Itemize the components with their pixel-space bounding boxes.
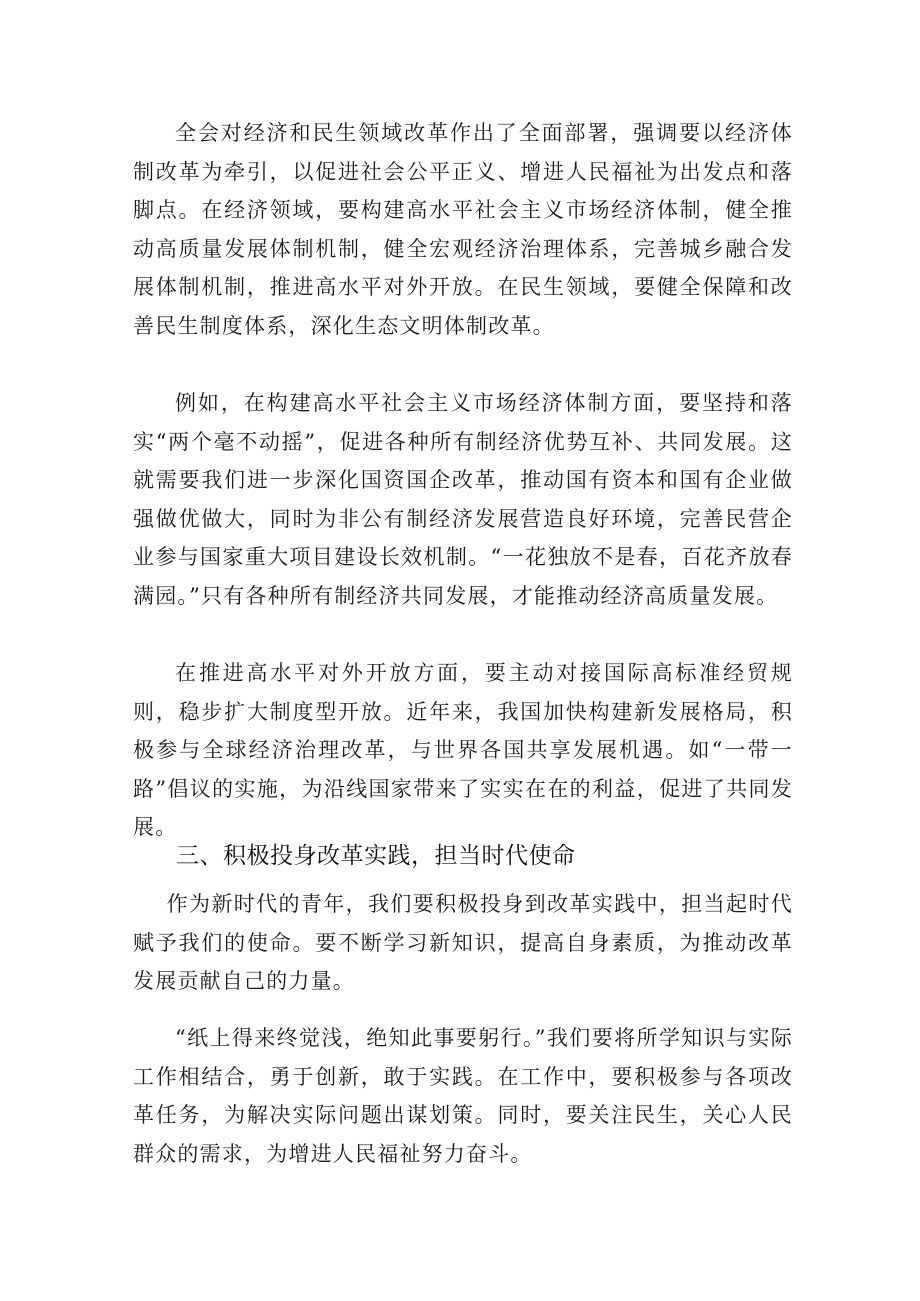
paragraph-practice-quote: “纸上得来终觉浅，绝知此事要躬行。”我们要将所学知识与实际工作相结合，勇于创新，敢于实践。在工作中，要积极参与各项改革任务，为解决实际问题出谋划策。同时，要关注民生，关心人民群众的需求，为增进人民福祉努力奋斗。 [133,1026,793,1166]
paragraph-economic-livelihood-reform: 全会对经济和民生领域改革作出了全面部署，强调要以经济体制改革为牵引，以促进社会公平正义、增进人民福祉为出发点和落脚点。在经济领域，要构建高水平社会主义市场经济体制，健全推动高质量发展体制机制，健全宏观经济治理体系，完善城乡融合发展体制机制，推进高水平对外开放。在民生领域，要健全保障和改善民生制度体系，深化生态文明体制改革。 [133,121,793,338]
section-heading-three: 三、积极投身改革实践，担当时代使命 [176,843,576,869]
paragraph-opening-up: 在推进高水平对外开放方面，要主动对接国际高标准经贸规则，稳步扩大制度型开放。近年来，我国加快构建新发展格局，积极参与全球经济治理改革，与世界各国共享发展机遇。如“一带一路”倡议的实施，为沿线国家带来了实实在在的利益，促进了共同发展。 [133,661,793,840]
paragraph-market-economy-example: 例如，在构建高水平社会主义市场经济体制方面，要坚持和落实“两个毫不动摇”，促进各种所有制经济优势互补、共同发展。这就需要我们进一步深化国资国企改革，推动国有资本和国有企业做强做优做大，同时为非公有制经济发展营造良好环境，完善民营企业参与国家重大项目建设长效机制。“一花独放不是春，百花齐放春满园。”只有各种所有制经济共同发展，才能推动经济高质量发展。 [133,391,793,608]
paragraph-youth-mission: 作为新时代的青年，我们要积极投身到改革实践中，担当起时代赋予我们的使命。要不断学习新知识，提高自身素质，为推动改革发展贡献自己的力量。 [133,892,793,994]
